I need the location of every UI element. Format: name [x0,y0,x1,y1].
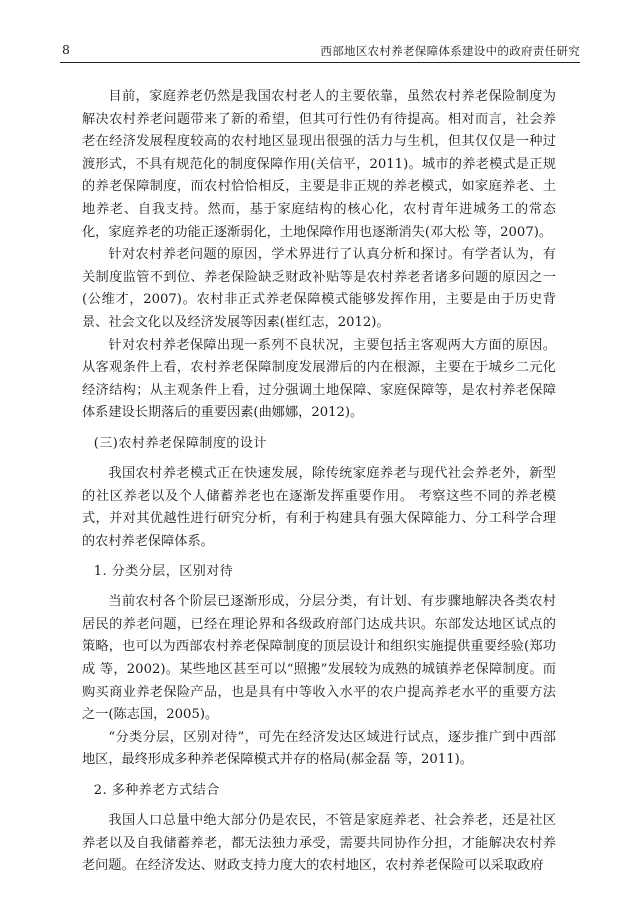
page-number: 8 [62,42,70,57]
subsection-heading: 2. 多种养老方式结合 [93,783,220,799]
paragraph: 我国农村养老模式正在快速发展，除传统家庭养老与现代社会养老外，新型的社区养老以及个人储蓄养老也在逐渐发挥重要作用。 考察这些不同的养老模式，并对其优越性进行研究分析，有利于构建具有强大保障能力、分工科学合理的农村养老保障体系。 [82,465,556,549]
page-header [60,40,580,63]
paragraph: 当前农村各个阶层已逐渐形成，分层分类，有计划、有步骤地解决各类农村居民的养老问题，已经在理论界和各级政府部门达成共识。东部发达地区试点的策略，也可以为西部农村养老保障制度的顶层设计和组织实施提供重要经验(郑功成 等，2002)。某些地区甚至可以“照搬”发展较为成熟的城镇养老保障制度。而购买商业养老保险产品，也是具有中等收入水平的农户提高养老水平的重要方法之一(陈志国，2005)。 [82,594,556,723]
paragraph: 我国人口总量中绝大部分仍是农民，不管是家庭养老、社会养老，还是社区养老以及自我储蓄养老，都无法独力承受，需要共同协作分担，才能解决农村养老问题。在经济发达、财政支持力度大的农村地区，农村养老保险可以采取政府 [82,813,556,874]
paragraph: “分类分层，区别对待”，可先在经济发达区域进行试点，逐步推广到中西部地区，最终形成多种养老保障模式并存的格局(郝金磊 等，2011)。 [82,729,556,768]
paragraph: 针对农村养老保障出现一系列不良状况，主要包括主客观两大方面的原因。从客观条件上看，农村养老保障制度发展滞后的内在根源，主要在于城乡二元化经济结构；从主观条件上看，过分强调土地保障、家庭保障等，是农村养老保障体系建设长期落后的重要因素(曲娜娜，2012)。 [82,337,556,421]
section-heading: (三)农村养老保障制度的设计 [93,435,267,451]
body-text [82,86,556,878]
paragraph: 目前，家庭养老仍然是我国农村老人的主要依靠，虽然农村养老保险制度为解决农村养老问题带来了新的希望，但其可行性仍有待提高。相对而言，社会养老在经济发展程度较高的农村地区显现出很强的活力与生机，但其仅仅是一种过渡形式，不具有规范化的制度保障作用(关信平，2011)。城市的养老模式是正规的养老保障制度，而农村恰恰相反，主要是非正规的养老模式，如家庭养老、土地养老、自我支持。然而，基于家庭结构的核心化，农村青年进城务工的常态化，家庭养老的功能正逐渐弱化，土地保障作用也逐渐消失(邓大松 等，2007)。 [82,89,556,240]
subsection-heading: 1. 分类分层，区别对待 [93,564,234,580]
paragraph: 针对农村养老问题的原因，学术界进行了认真分析和探讨。有学者认为，有关制度监管不到位、养老保险缺乏财政补贴等是农村养老者诸多问题的原因之一(公维才，2007)。农村非正式养老保障模式能够发挥作用，主要是由于历史背景、社会文化以及经济发展等因素(崔红志，2012)。 [82,247,556,330]
running-title: 西部地区农村养老保障体系建设中的政府责任研究 [320,44,580,58]
